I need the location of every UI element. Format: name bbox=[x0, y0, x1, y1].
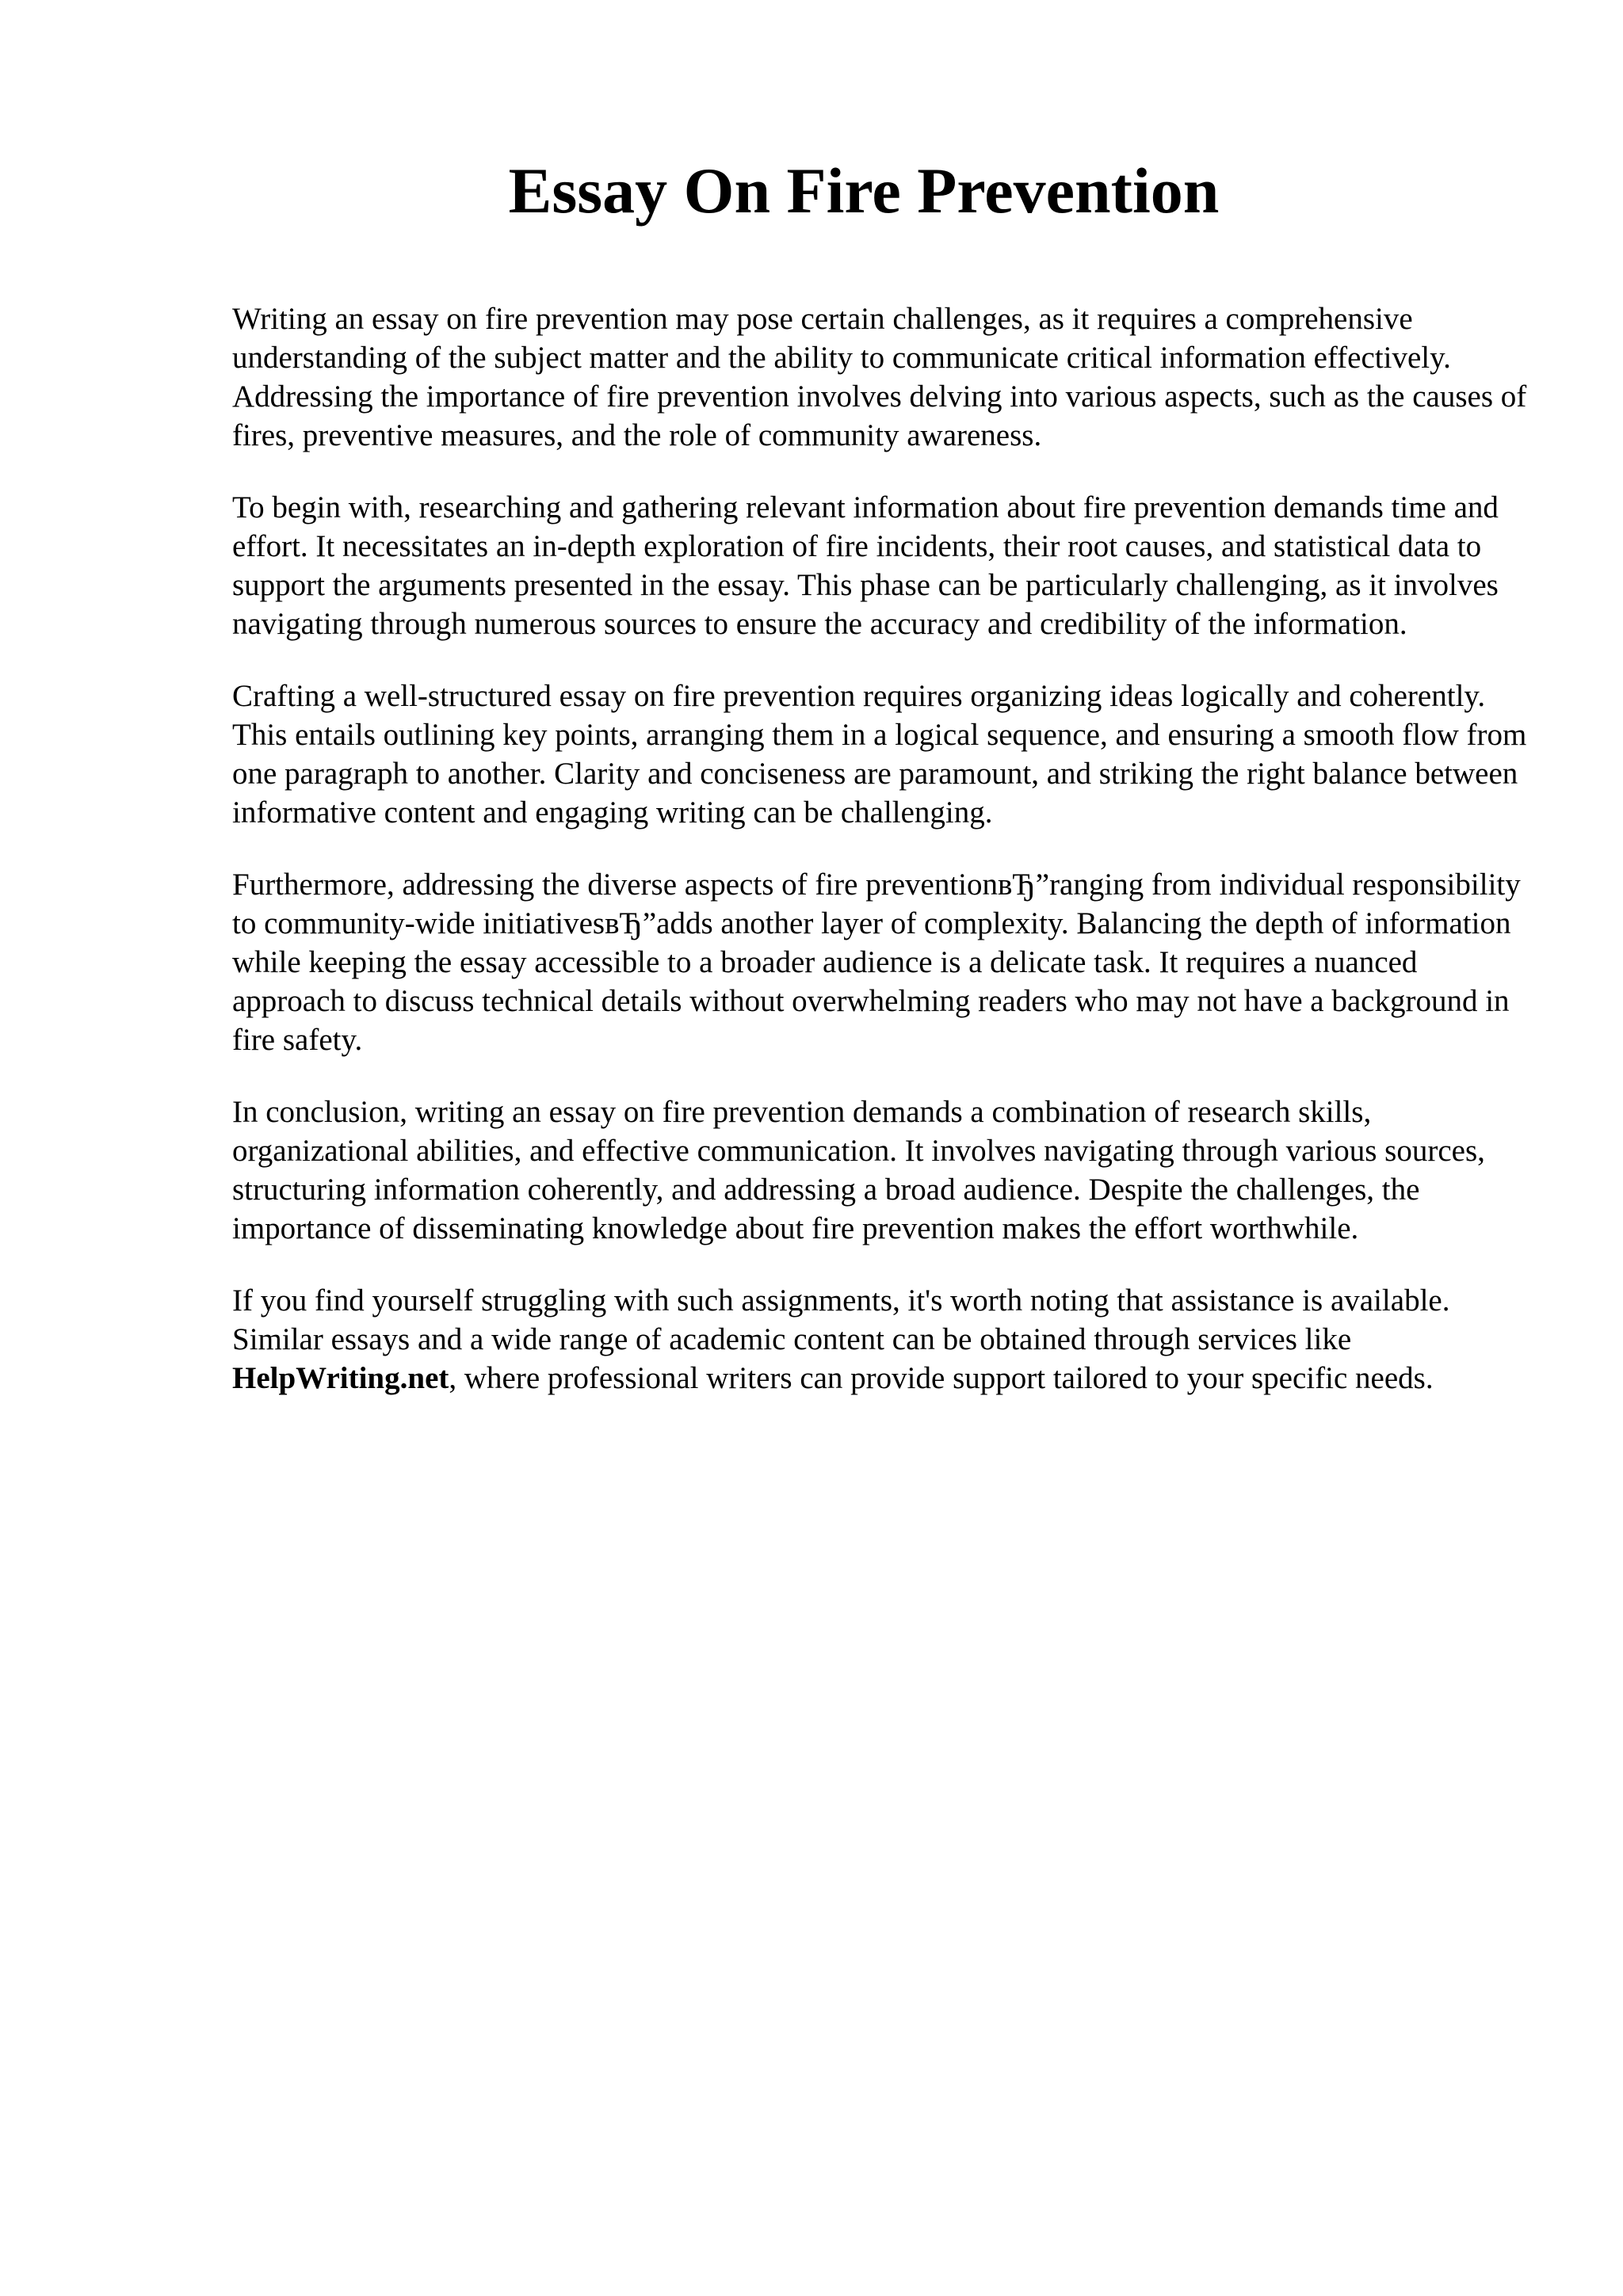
paragraph-6-text-before: If you find yourself struggling with such assignments, it's worth noting that assistance is available. Similar essays and a wide range of academic content can be obtained through services like bbox=[232, 1283, 1450, 1356]
paragraph-6 bbox=[232, 1281, 1532, 1398]
paragraph-4: Furthermore, addressing the diverse aspects of fire preventionвЂ”ranging from individual responsibility to community-wide initiativesвЂ”adds another layer of complexity. Balancing the depth of information while keeping the essay accessible to a broader audience is a delicate task. It requires a nuanced approach to discuss technical details without overwhelming readers who may not have a background in fire safety. bbox=[232, 868, 1521, 1057]
paragraph-3: Crafting a well-structured essay on fire prevention requires organizing ideas logically and coherently. This entails outlining key points, arranging them in a logical sequence, and ensuring a smooth flow from one paragraph to another. Clarity and conciseness are paramount, and striking the right balance between informative content and engaging writing can be challenging. bbox=[232, 679, 1527, 830]
paragraph-6-text-after: , where professional writers can provide support tailored to your specific needs. bbox=[449, 1361, 1434, 1395]
document-body bbox=[232, 299, 1532, 1431]
paragraph-1: Writing an essay on fire prevention may pose certain challenges, as it requires a comprehensive understanding of the subject matter and the ability to communicate critical information effectively. Addressing the importance of fire prevention involves delving into various aspects, such as the causes of fires, preventive measures, and the role of community awareness. bbox=[232, 302, 1527, 452]
helpwriting-brand-link[interactable]: HelpWriting.net bbox=[232, 1361, 449, 1395]
paragraph-5: In conclusion, writing an essay on fire prevention demands a combination of research skills, organizational abilities, and effective communication. It involves navigating through various sources, structuring information coherently, and addressing a broad audience. Despite the challenges, the importance of disseminating knowledge about fire prevention makes the effort worthwhile. bbox=[232, 1095, 1485, 1245]
paragraph-2: To begin with, researching and gathering relevant information about fire prevention demands time and effort. It necessitates an in-depth exploration of fire incidents, their root causes, and statistical data to support the arguments presented in the essay. This phase can be particularly challenging, as it involves navigating through numerous sources to ensure the accuracy and credibility of the information. bbox=[232, 490, 1499, 641]
document-title: Essay On Fire Prevention bbox=[508, 154, 1220, 227]
